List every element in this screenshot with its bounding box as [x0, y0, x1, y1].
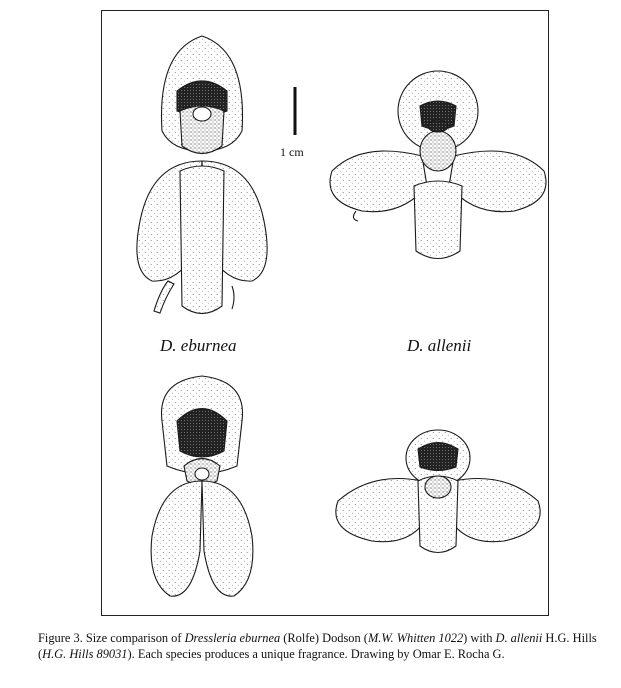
- allenii-flower-front: [330, 71, 546, 259]
- eburnea-flower-second-view: [151, 376, 253, 596]
- caption-collector-2: H.G. Hills 89031: [42, 646, 128, 661]
- caption-text-4: H.G. Hills (: [38, 631, 597, 661]
- eburnea-flower-front: [137, 36, 267, 314]
- caption-text-2: (Rolfe) Dodson (: [280, 631, 368, 645]
- label-allenii: D. allenii: [407, 336, 472, 355]
- label-eburnea: D. eburnea: [160, 336, 237, 355]
- scale-bar-label: 1 cm: [280, 145, 304, 159]
- figure-caption: [38, 631, 613, 662]
- caption-collector-1: M.W. Whitten 1022: [367, 631, 464, 645]
- allenii-flower-second-view: [336, 430, 540, 553]
- caption-figure-number: Figure 3.: [38, 631, 83, 645]
- caption-text-5: ). Each species produces a unique fragrance. Drawing by Omar E. Rocha G.: [127, 646, 505, 661]
- orchid-drawings: [102, 11, 548, 615]
- caption-text-3: ) with: [463, 631, 496, 645]
- caption-species-2: D. allenii: [495, 631, 543, 645]
- illustration-plate: [101, 10, 549, 616]
- caption-text-1: Size comparison of: [82, 631, 185, 645]
- caption-species-1: Dressleria eburnea: [184, 631, 281, 645]
